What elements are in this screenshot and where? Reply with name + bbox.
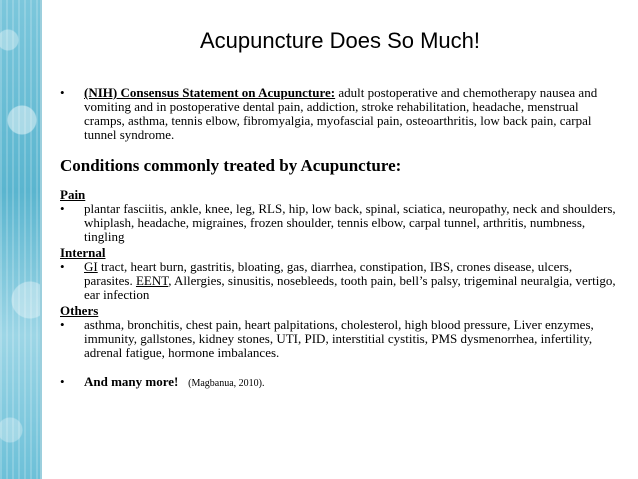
decorative-side-band [0,0,40,479]
eent-term: EENT [135,273,169,288]
others-bullet [60,318,620,360]
bullet-marker: • [60,259,65,274]
pain-bullet [60,202,620,244]
pain-text: plantar fasciitis, ankle, knee, leg, RLS, hip, low back, spinal, sciatica, neuropathy, neck and shoulders, whiplash, headache, migraines, frozen shoulder, tennis elbow, carpal tunnel, arthritis, numbness, tingling [84,201,616,244]
nih-label: (NIH) Consensus Statement on Acupuncture: [84,85,336,100]
others-label: Others [60,303,99,318]
pain-label: Pain [60,187,86,202]
bullet-marker: • [60,85,65,100]
citation: (Magbanua, 2010). [188,378,265,389]
bullet-marker: • [60,317,65,332]
bullet-marker: • [60,201,65,216]
many-more-bullet [60,375,620,391]
slide-title: Acupuncture Does So Much! [199,28,481,53]
conditions-heading: Conditions commonly treated by Acupuncture: [60,156,402,175]
nih-text: adult postoperative and chemotherapy nausea and vomiting and in postoperative dental pain, addiction, stroke rehabilitation, headache, menstrual cramps, asthma, tennis elbow, fibromyalgia, myofascial pain, osteoarthritis, low back pain, carpal tunnel syndrome. [84,85,598,142]
internal-label: Internal [60,245,106,260]
others-text: asthma, bronchitis, chest pain, heart palpitations, cholesterol, high blood pressure, Liver enzymes, immunity, gallstones, kidney stones, UTI, PID, interstitial cystitis, PMS dysmenorrhea, infertility, adrenal fatigue, hormone imbalances. [84,317,594,360]
internal-text-2: , Allergies, sinusitis, nosebleeds, tooth pain, bell’s palsy, trigeminal neuralgia, vertigo, ear infection [84,273,616,302]
nih-bullet [60,86,620,142]
internal-text-1: tract, heart burn, gastritis, bloating, gas, diarrhea, constipation, IBS, crones disease, ulcers, parasites. [84,259,573,288]
gi-term: GI [84,259,98,274]
slide [42,0,638,479]
bullet-marker: • [60,374,65,389]
many-more-text: And many more! [84,374,179,389]
slide-content [60,86,620,391]
internal-bullet [60,260,620,302]
